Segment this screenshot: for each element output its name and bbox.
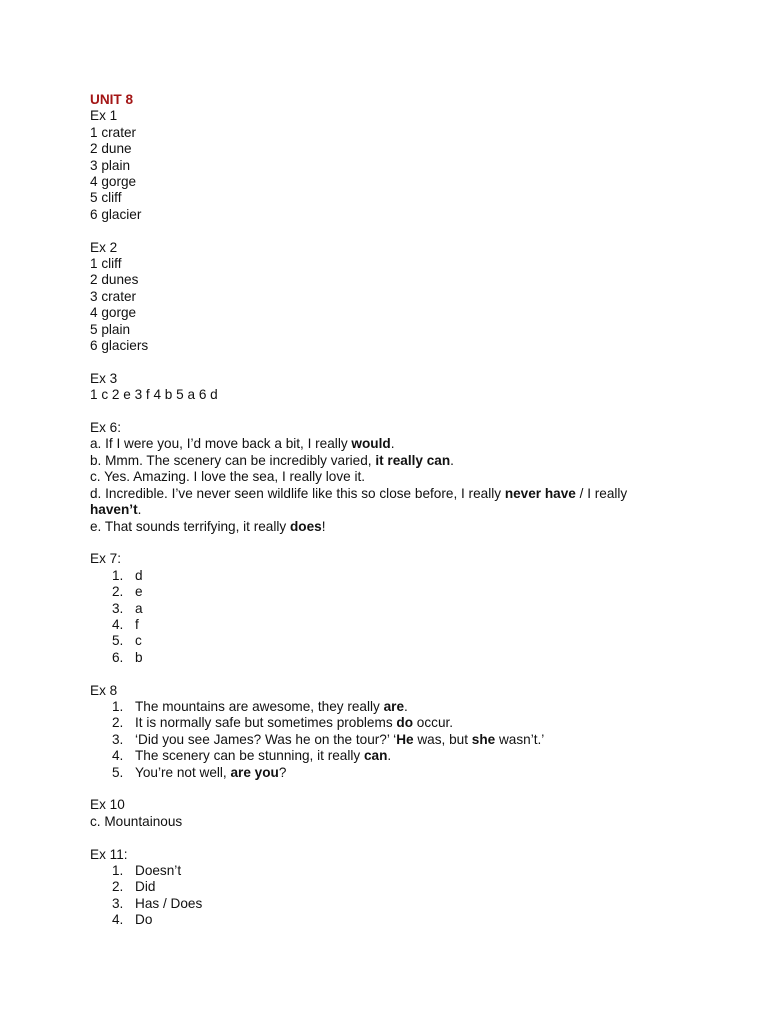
item-text: b <box>135 649 143 665</box>
list-item <box>90 879 690 895</box>
text: occur. <box>413 715 454 731</box>
item-text: c <box>135 633 142 649</box>
bold-answer: she <box>471 731 496 747</box>
list-item <box>90 715 690 731</box>
item-number: 6. <box>112 649 124 665</box>
item-number: 3. <box>112 600 124 616</box>
bold-answer: it really can <box>375 452 451 468</box>
ex8-list <box>90 699 690 781</box>
text: . <box>137 502 142 518</box>
item-number: 1. <box>112 862 124 878</box>
unit-title: UNIT 8 <box>90 92 134 107</box>
list-item <box>90 633 690 649</box>
bold-answer: can <box>363 748 388 764</box>
text: e. That sounds terrifying, it really <box>90 518 290 534</box>
list-item <box>90 896 690 912</box>
ex2-item: 1 cliff <box>90 256 122 272</box>
text: The mountains are awesome, they really <box>135 698 384 714</box>
item-text: Did <box>135 879 156 895</box>
list-item <box>90 765 690 781</box>
ex6-answer-a <box>90 436 690 452</box>
text: . <box>390 436 395 452</box>
ex6-answer-b <box>90 453 690 469</box>
list-item <box>90 568 690 584</box>
bold-answer: He <box>396 731 414 747</box>
item-text: Has / Does <box>135 895 203 911</box>
item-number: 3. <box>112 731 124 747</box>
ex8-heading: Ex 8 <box>90 682 118 698</box>
ex2-item: 4 gorge <box>90 305 137 321</box>
text: . <box>387 748 392 764</box>
text: wasn’t.’ <box>495 731 545 747</box>
item-number: 2. <box>112 584 124 600</box>
ex3-answer: 1 c 2 e 3 f 4 b 5 a 6 d <box>90 387 218 403</box>
ex2-item: 5 plain <box>90 321 131 337</box>
text: was, but <box>413 731 472 747</box>
ex7-list <box>90 568 690 666</box>
text: The scenery can be stunning, it really <box>135 748 364 764</box>
text: b. Mmm. The scenery can be incredibly varied, <box>90 452 376 468</box>
list-item <box>90 863 690 879</box>
list-item <box>90 601 690 617</box>
ex1-item: 5 cliff <box>90 190 122 206</box>
item-number: 3. <box>112 895 124 911</box>
item-number: 4. <box>112 616 124 632</box>
text: . <box>450 452 454 468</box>
item-number: 5. <box>112 764 124 780</box>
bold-answer: does <box>289 518 322 534</box>
ex2-item: 3 crater <box>90 288 137 304</box>
spacer <box>90 354 690 370</box>
list-item <box>90 912 690 928</box>
text: / I really <box>575 485 632 501</box>
spacer <box>90 535 690 551</box>
item-number: 4. <box>112 912 124 928</box>
text: a. If I were you, I’d move back a bit, I really <box>90 436 352 452</box>
ex2-heading: Ex 2 <box>90 239 118 255</box>
ex1-heading: Ex 1 <box>90 108 118 124</box>
list-item <box>90 584 690 600</box>
ex6-answer-c: c. Yes. Amazing. I love the sea, I really love it. <box>90 469 366 485</box>
text: ! <box>321 518 326 534</box>
ex2-item: 6 glaciers <box>90 338 149 354</box>
ex1-item: 1 crater <box>90 124 137 140</box>
ex2-item: 2 dunes <box>90 272 139 288</box>
ex6-heading: Ex 6: <box>90 420 121 436</box>
ex3-heading: Ex 3 <box>90 370 118 386</box>
list-item <box>90 699 690 715</box>
text: ‘Did you see James? Was he on the tour?’ ‘ <box>135 731 397 747</box>
spacer <box>90 781 690 797</box>
ex1-item: 4 gorge <box>90 174 137 190</box>
spacer <box>90 830 690 846</box>
ex1-item: 3 plain <box>90 157 131 173</box>
answer-key <box>90 92 690 929</box>
spacer <box>90 404 690 420</box>
bold-answer: never have <box>504 485 576 501</box>
item-text: Doesn’t <box>135 862 182 878</box>
ex10-answer: c. Mountainous <box>90 813 183 829</box>
spacer <box>90 666 690 682</box>
ex1-item: 2 dune <box>90 141 132 157</box>
ex6-answer-d <box>90 486 690 519</box>
bold-answer: do <box>396 715 414 731</box>
bold-answer: are you <box>230 764 279 780</box>
list-item <box>90 732 690 748</box>
ex11-list <box>90 863 690 929</box>
list-item <box>90 650 690 666</box>
ex6-answer-e <box>90 519 690 535</box>
text: . <box>404 698 408 714</box>
item-number: 2. <box>112 879 124 895</box>
item-number: 1. <box>112 698 124 714</box>
text: You’re not well, <box>135 764 231 780</box>
item-number: 5. <box>112 633 124 649</box>
bold-answer: are <box>383 698 405 714</box>
ex7-heading: Ex 7: <box>90 551 121 567</box>
list-item <box>90 748 690 764</box>
item-text: a <box>135 600 143 616</box>
list-item <box>90 617 690 633</box>
bold-answer: haven’t <box>90 502 138 518</box>
text: ? <box>278 764 287 780</box>
item-text: f <box>135 616 139 632</box>
item-text: Do <box>135 912 153 928</box>
item-number: 1. <box>112 567 124 583</box>
ex11-heading: Ex 11: <box>90 846 128 862</box>
ex10-heading: Ex 10 <box>90 797 125 813</box>
item-text: e <box>135 584 143 600</box>
item-number: 4. <box>112 748 124 764</box>
item-number: 2. <box>112 715 124 731</box>
item-text: d <box>135 567 143 583</box>
bold-answer: would <box>351 436 391 452</box>
ex1-item: 6 glacier <box>90 206 142 222</box>
text: It is normally safe but sometimes problems <box>135 715 397 731</box>
spacer <box>90 223 690 239</box>
text: d. Incredible. I’ve never seen wildlife like this so close before, I really <box>90 485 505 501</box>
